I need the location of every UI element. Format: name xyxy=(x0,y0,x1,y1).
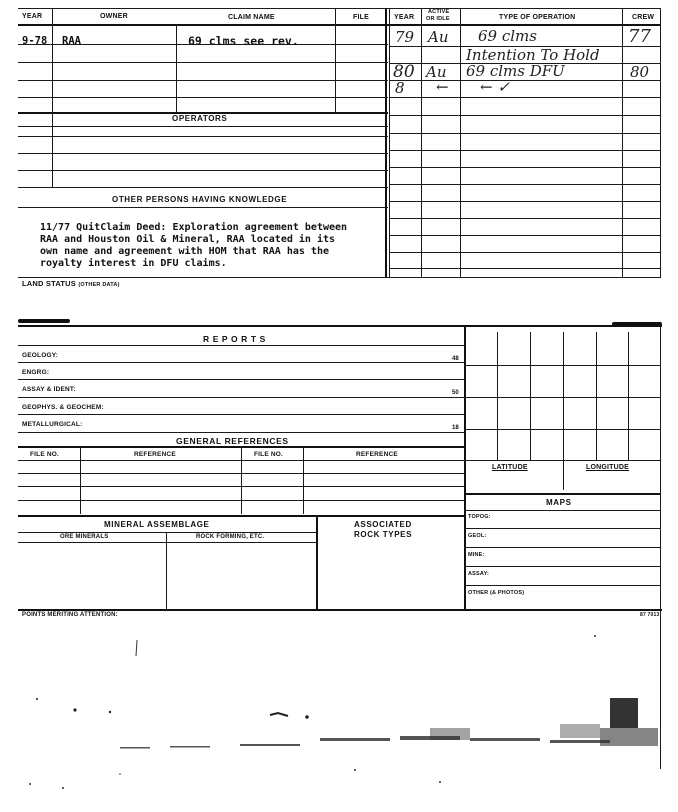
scan-noise xyxy=(0,620,678,812)
land-status-top-rule xyxy=(18,277,660,278)
reports-title: R E P O R T S xyxy=(203,334,266,344)
header-claim-name-label: CLAIM NAME xyxy=(228,14,275,21)
grid-v-5 xyxy=(628,332,629,460)
reports-rule-4 xyxy=(18,414,464,415)
owner-row-rule-4 xyxy=(18,97,388,98)
reports-rule-2 xyxy=(18,379,464,380)
general-references-title: GENERAL REFERENCES xyxy=(176,436,289,446)
rock-forming-label: ROCK FORMING, ETC. xyxy=(196,534,265,540)
latitude-label: LATITUDE xyxy=(492,464,528,471)
op-row-1-status: Au xyxy=(428,28,449,46)
right-block-divider xyxy=(464,325,466,611)
op-row-rule-9 xyxy=(389,184,660,185)
grid-h-3 xyxy=(464,429,660,430)
genref-file-no-1: FILE NO. xyxy=(30,451,60,458)
other-persons-line-1: 11/77 QuitClaim Deed: Exploration agreement between xyxy=(40,222,348,233)
associated-rock-types-1: ASSOCIATED xyxy=(354,520,412,529)
grid-h-2 xyxy=(464,397,660,398)
genref-col-1 xyxy=(80,446,81,514)
points-top-rule xyxy=(18,609,662,611)
longitude-label: LONGITUDE xyxy=(586,464,630,471)
reports-rule-0 xyxy=(18,345,464,346)
header-year-label: YEAR xyxy=(22,13,43,20)
op-row-rule-6 xyxy=(389,133,660,134)
op-row-3-status: Au xyxy=(426,63,447,81)
assoc-col-divider xyxy=(316,515,318,610)
maps-rule-3 xyxy=(464,566,660,567)
grid-h-1 xyxy=(464,365,660,366)
op-row-4-status: ← xyxy=(436,78,449,96)
grid-v-4 xyxy=(596,332,597,460)
header-bottom-rule xyxy=(18,24,660,26)
op-row-rule-5 xyxy=(389,115,660,116)
maps-geol: GEOL: xyxy=(468,533,487,539)
form-code: 87 7013 xyxy=(640,612,660,618)
reports-rule-3 xyxy=(18,397,464,398)
land-status-title: LAND STATUS xyxy=(22,279,77,288)
genref-reference-1: REFERENCE xyxy=(134,451,176,458)
header-active-label: ACTIVE xyxy=(428,9,450,15)
reports-top-rule xyxy=(18,325,662,327)
owner-row-claim: 69 clms see rev. xyxy=(188,34,299,48)
scan-smear-left xyxy=(18,319,70,323)
maps-rule-2 xyxy=(464,547,660,548)
maps-rule-0 xyxy=(464,510,660,511)
maps-rule-1 xyxy=(464,528,660,529)
operators-rule-5 xyxy=(18,187,388,188)
report-metallurgical-num: 18 xyxy=(452,425,459,431)
op-row-1-year: 79 xyxy=(395,28,415,46)
owner-row-rule-2 xyxy=(18,62,388,63)
op-row-4-type: ← ✓ xyxy=(480,78,510,96)
right-block-border xyxy=(660,325,661,611)
other-persons-line-3: own name and agreement with HOM that RAA has the xyxy=(40,246,329,257)
genref-col-2 xyxy=(241,446,242,514)
op-row-3-year: 80 xyxy=(393,62,415,82)
report-geology-num: 48 xyxy=(452,356,459,362)
mineral-assemblage-title: MINERAL ASSEMBLAGE xyxy=(104,520,210,529)
status-col-divider xyxy=(421,8,422,278)
report-assay-num: 50 xyxy=(452,390,459,396)
genref-reference-2: REFERENCE xyxy=(356,451,398,458)
header-file-label: FILE xyxy=(353,14,369,21)
op-row-rule-11 xyxy=(389,218,660,219)
genref-file-no-2: FILE NO. xyxy=(254,451,284,458)
op-row-rule-10 xyxy=(389,201,660,202)
main-split-divider xyxy=(385,8,387,278)
grid-v-2 xyxy=(530,332,531,460)
other-persons-line-4: royalty interest in DFU claims. xyxy=(40,258,227,269)
main-split-divider-inner xyxy=(389,8,390,278)
mineral-col-divider xyxy=(166,532,167,610)
operators-rule-2 xyxy=(18,136,388,137)
owner-row-rule-3 xyxy=(18,80,388,81)
op-row-rule-8 xyxy=(389,167,660,168)
right-border xyxy=(660,8,661,278)
header-year2-label: YEAR xyxy=(394,14,415,21)
op-row-3-crew: 80 xyxy=(630,63,650,81)
report-assay-label: ASSAY & IDENT: xyxy=(22,386,76,393)
op-row-rule-12 xyxy=(389,235,660,236)
maps-assay: ASSAY: xyxy=(468,571,490,577)
grid-v-1 xyxy=(497,332,498,460)
mineral-sub-rule xyxy=(18,532,316,533)
crew-col-divider xyxy=(622,8,623,278)
grid-v-3 xyxy=(563,332,564,460)
genref-col-3 xyxy=(303,446,304,514)
report-metallurgical-label: METALLURGICAL: xyxy=(22,421,83,428)
op-row-1-crew: 77 xyxy=(628,26,651,47)
operators-label: OPERATORS xyxy=(172,114,228,123)
mineral-header-rule xyxy=(18,542,316,543)
grid-h-4 xyxy=(464,460,660,461)
maps-title: MAPS xyxy=(546,498,572,507)
reports-rule-1 xyxy=(18,362,464,363)
other-persons-label: OTHER PERSONS HAVING KNOWLEDGE xyxy=(112,195,288,204)
maps-top-rule xyxy=(464,493,660,495)
file-col-divider xyxy=(335,8,336,114)
report-engrg-label: ENGRG: xyxy=(22,369,50,376)
owner-col-divider xyxy=(52,8,53,188)
op-row-rule-4 xyxy=(389,97,660,98)
maps-mine: MINE: xyxy=(468,552,485,558)
mineral-top-rule xyxy=(18,515,464,517)
maps-other: OTHER (& PHOTOS) xyxy=(468,590,525,596)
other-persons-line-2: RAA and Houston Oil & Mineral, RAA located in its xyxy=(40,234,336,245)
header-owner-label: OWNER xyxy=(100,13,128,20)
latlong-divider xyxy=(563,460,564,490)
owner-row-owner: RAA xyxy=(62,35,81,47)
op-row-1-type: 69 clms xyxy=(478,27,537,45)
operators-rule-4 xyxy=(18,170,388,171)
associated-rock-types-2: ROCK TYPES xyxy=(354,530,413,539)
other-persons-rule xyxy=(18,207,388,208)
op-row-2-type: Intention To Hold xyxy=(466,46,600,64)
op-row-4-year: 8 xyxy=(395,79,405,97)
op-row-rule-14 xyxy=(389,268,660,269)
header-type-of-operation-label: TYPE OF OPERATION xyxy=(499,14,576,21)
report-geophys-label: GEOPHYS. & GEOCHEM: xyxy=(22,404,104,411)
header-idle-label: OR IDLE xyxy=(426,16,450,22)
op-row-rule-7 xyxy=(389,150,660,151)
operators-rule-1 xyxy=(18,126,388,127)
report-geology-label: GEOLOGY: xyxy=(22,352,59,359)
land-status-sub: (OTHER DATA) xyxy=(78,282,120,288)
land-status-label xyxy=(22,279,120,288)
operators-rule-3 xyxy=(18,153,388,154)
op-row-3-type: 69 clms DFU xyxy=(466,62,565,80)
ore-minerals-label: ORE MINERALS xyxy=(60,534,109,540)
maps-rule-4 xyxy=(464,585,660,586)
owner-row-year: 9-78 xyxy=(22,35,48,47)
op-row-rule-13 xyxy=(389,252,660,253)
header-top-rule xyxy=(18,8,660,9)
claim-col-divider xyxy=(176,24,177,114)
points-meriting-label: POINTS MERITING ATTENTION: xyxy=(22,612,118,618)
type-col-divider xyxy=(460,8,461,278)
reports-rule-5 xyxy=(18,432,464,433)
header-crew-label: CREW xyxy=(632,14,655,21)
maps-topog: TOPOG: xyxy=(468,514,491,520)
